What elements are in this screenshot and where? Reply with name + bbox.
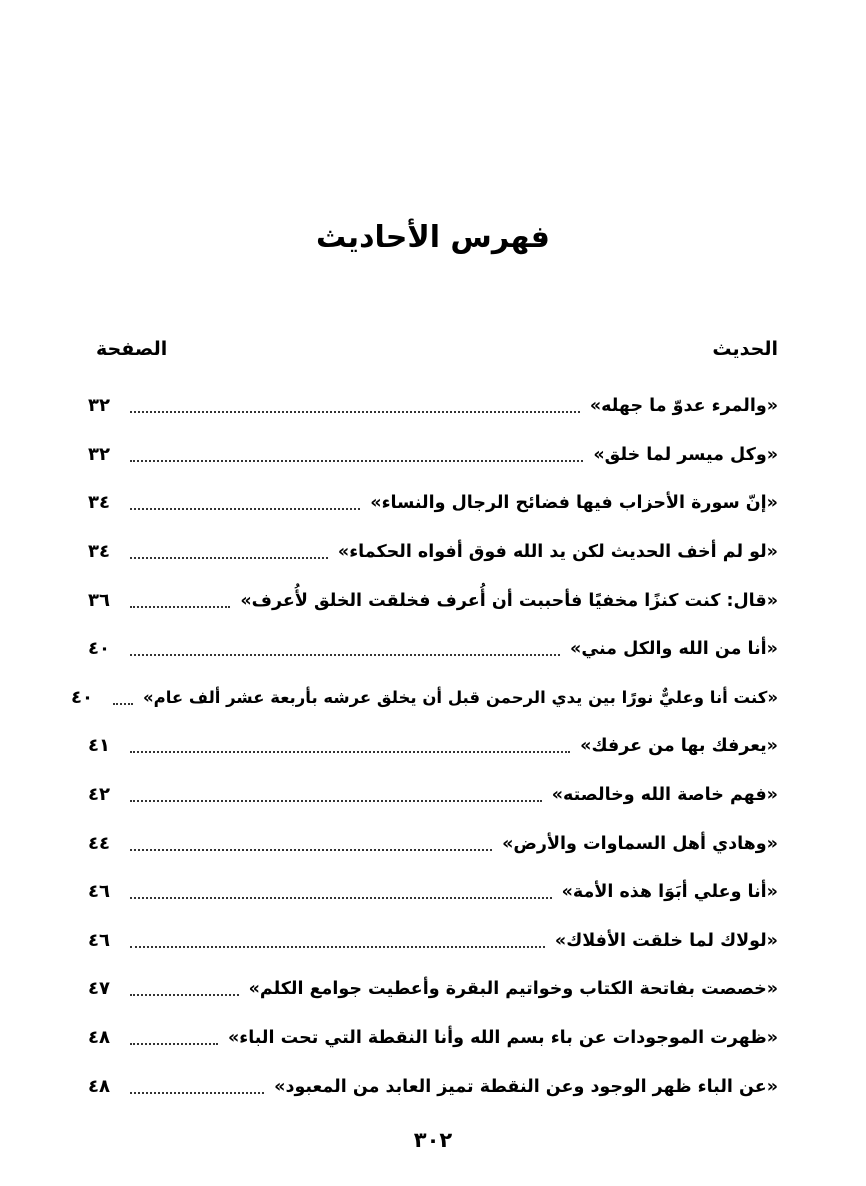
dot-leader [130,411,580,413]
entry-page-number: ٣٢ [88,443,110,465]
entry-page-number: ٣٦ [88,589,110,611]
entry-hadith-text: «أنا من الله والكل مني» [570,639,778,660]
dot-leader [130,606,230,608]
entry-hadith-text: «وهادي أهل السماوات والأرض» [502,833,778,854]
page-column-header: الصفحة [96,338,168,360]
hadith-index-list [70,382,778,1111]
dot-leader [130,897,552,899]
hadith-column-header: الحديث [712,338,778,360]
entry-hadith-text: «خصصت بفاتحة الكتاب وخواتيم البقرة وأعطيت جوامع الكلم» [248,979,778,1000]
dot-leader [130,1092,264,1094]
index-entry [88,965,778,1014]
entry-page-number: ٤٦ [88,881,110,903]
index-entry [70,674,778,723]
entry-hadith-text: «أنا وعلي أبَوَا هذه الأمة» [561,882,778,903]
dot-leader [130,557,328,559]
entry-hadith-text: «لولاك لما خلقت الأفلاك» [554,930,778,951]
entry-page-number: ٤٠ [70,686,93,708]
index-entry [88,625,778,674]
dot-leader [130,1043,218,1045]
index-entry [88,479,778,528]
dot-leader [130,849,492,851]
entry-page-number: ٣٤ [88,541,110,563]
entry-page-number: ٣٢ [88,395,110,417]
entry-page-number: ٤٦ [88,929,110,951]
dot-leader [113,703,133,705]
entry-page-number: ٤٧ [88,978,110,1000]
entry-page-number: ٤٤ [88,832,110,854]
index-entry [88,431,778,480]
entry-hadith-text: «والمرء عدوّ ما جهله» [589,396,778,417]
entry-page-number: ٤٨ [88,1027,110,1049]
index-entry [88,868,778,917]
entry-hadith-text: «إنّ سورة الأحزاب فيها فضائح الرجال والنساء» [370,493,778,514]
entry-page-number: ٤٢ [88,784,110,806]
entry-page-number: ٤٠ [88,638,110,660]
entry-page-number: ٤١ [88,735,110,757]
index-entry [88,528,778,577]
entry-page-number: ٤٨ [88,1075,110,1097]
index-entry [88,771,778,820]
dot-leader [130,800,542,802]
index-entry [88,382,778,431]
entry-hadith-text: «لو لم أخف الحديث لكن يد الله فوق أفواه الحكماء» [337,542,778,563]
entry-page-number: ٣٤ [88,492,110,514]
entry-hadith-text: «قال: كنت كنزًا مخفيًا فأحببت أن أُعرف فخلقت الخلق لأُعرف» [240,590,778,611]
dot-leader [130,654,560,656]
index-entry [88,917,778,966]
index-entry [88,722,778,771]
entry-hadith-text: «ظهرت الموجودات عن باء بسم الله وأنا النقطة التي تحت الباء» [227,1028,778,1049]
index-entry [88,1014,778,1063]
page-title: فهرس الأحاديث [316,220,550,255]
page-number: ٣٠٢ [413,1128,453,1152]
index-entry [88,1062,778,1111]
entry-hadith-text: «يعرفك بها من عرفك» [580,736,778,757]
dot-leader [130,751,570,753]
index-entry [88,576,778,625]
index-entry [88,819,778,868]
dot-leader [130,460,583,462]
entry-hadith-text: «فهم خاصة الله وخالصته» [551,785,778,806]
entry-hadith-text: «كنت أنا وعليٌّ نورًا بين يدي الرحمن قبل أن يخلق عرشه بأربعة عشر ألف عام» [142,687,778,707]
dot-leader [130,508,360,510]
dot-leader [130,946,545,948]
dot-leader [130,994,239,996]
entry-hadith-text: «عن الباء ظهر الوجود وعن النقطة تميز العابد من المعبود» [274,1076,778,1097]
entry-hadith-text: «وكل ميسر لما خلق» [593,444,778,465]
